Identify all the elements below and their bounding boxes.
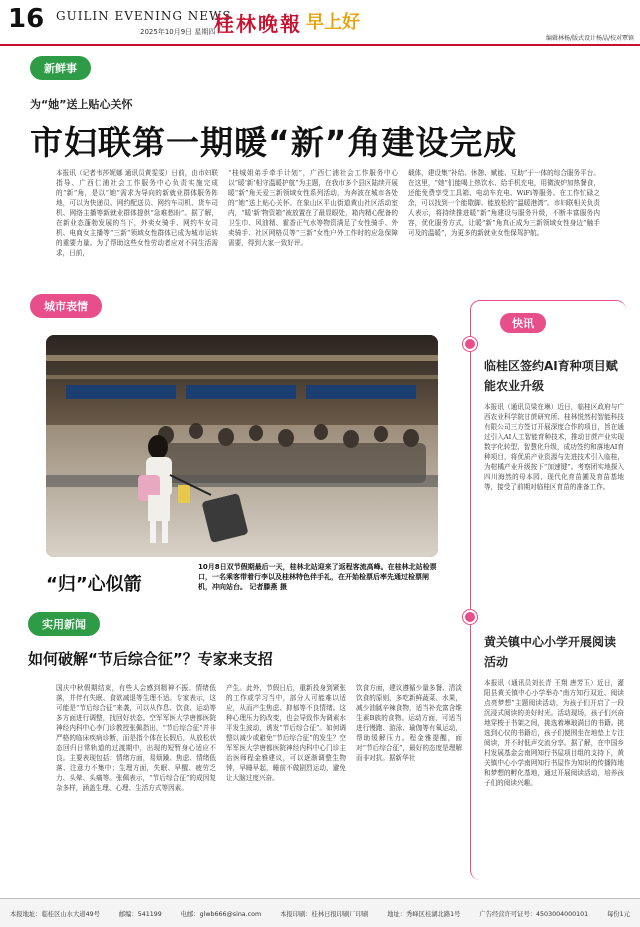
footer-address: 本报地址：临桂区山水大道49号 [10, 910, 100, 918]
paper-title: GUILIN EVENING NEWS [56, 9, 232, 23]
article-headline-health: 如何破解“节后综合征”？专家来支招 [28, 650, 273, 668]
section-tag-brief: 快讯 [500, 313, 546, 333]
article-column-2: “桂城姐弟手牵手计划”，广西仁浦社会工作服务中心以“暖‘新’相守温暖护航”为主题，在我市多个县区陆续开展暖“新”角关爱三新领域女性系列活动，为奔波在城市各处的“她”送上贴心关怀。在象山区平山街道黄山社区活动室内，“暖‘新’物资箱”被放置在了最显眼处，箱内精心配备的卫生巾、风油精、霍香正气水等物资满足了女性骑手、外卖骑手、社区网格员等“三新”女性户外工作时的应急保障需要，得到大家一致好评。 [228, 169, 398, 247]
brief-headline-reading: 黄关镇中心小学开展阅读活动 [484, 635, 617, 669]
brief-headline-ai-breeding: 临桂区签约AI育种项目赋能农业升级 [484, 359, 618, 393]
newspaper-logo: 桂林晚報 [214, 12, 302, 36]
article-column-3: 载体，建设集“补给、休憩、赋能、互助”于一体的综合服务平台。在这里，“她”们能喝上热饮水、给手机充电，用微波炉加热餐食，还能免费享受工具箱、电动车充电、WiFi等服务。在工作忙碌之余，可以找到一个能歇脚、能放松的“温暖港湾”。市妇联相关负责人表示，将持续推进暖“新”角建设与服务升级，不断丰富服务内容，优化服务方式，让暖“新”角真正成为三新领域女性身边“触手可及的温暖”，为更多的新就业女性保驾护航。 [408, 169, 600, 237]
health-article-column-1: 国庆中秋假期结束，有些人会感到精神不振、情绪低落，并伴有失眠、食欲减退等生理不适。专家表示，这可能是“节后综合征”来袭，可以从作息、饮食、运动等多方面进行调整，找回好状态。空军军医大学唐都医院神经内科中心李门诊教授张佩指出，“节后综合征”并非严格的临床疾病诊断，而是指个体在长假后，从放松状态回归日常轨道的过渡期中，出现的短暂身心适应不良。主要表现包括：情绪方面，易烦躁、焦虑、情绪低落、注意力不集中；生理方面，失眠、早醒、疲劳乏力、头晕、头痛等。张佩表示，“节后综合征”的成因复杂多样，涵盖生理、心理、生活方式等因素。 [56, 684, 216, 792]
issue-date: 2025年10月9日 星期四 [140, 28, 216, 36]
page-footer [0, 898, 640, 927]
footer-ad-license: 广告经营许可证号：4503004000101 [479, 910, 589, 918]
article-column-1: 本报讯（记者韦莎妮娜 通讯员黄雯雯）日前，由市妇联指导、广西仁浦社会工作服务中心负责实施完成的“新”角，是以“她”需求为导向的新就业群体服务阵地，可以为快递员、网约配送员、网约车司机、货车司机、网络主播等新就业群体提供“急难愁盼”。据了解，在新业态蓬勃发展的当下，外卖女骑手、网约车女司机、电商女主播等“三新”领域女性群体已成为城市运转的重要力量。为了帮助这些女性劳动者应对不同生活需求，日前， [56, 169, 218, 257]
article-kicker: 为“她”送上贴心关怀 [30, 98, 133, 111]
photo-caption: 10月8日双节假期最后一天，桂林北站迎来了返程客流高峰。在桂林北站检票口，一名乘客带着行李以及桂林特色伴手礼，在开始检票后率先通过检票闸机，冲向站台。 记者滕燕 摄 [198, 563, 437, 591]
brief-body-reading: 本报讯（通讯员刘长青 王翔 唐芳玉）近日，灌阳县黄关镇中心小学举办“南方知行双近、阅读点亮梦想”主题阅读活动，为孩子们开启了一段沉浸式阅读的美好时光。活动现场，孩子们兴奋地穿梭于书架之间，挑选着琳琅满目的书籍。挑选到心仪的书籍后，孩子们便围坐在地垫上专注阅读，并不时低声交流分享。据了解，在中国乡村发展基金会南网知行书屋项目组的支持下，黄关镇中心小学南网知行书屋作为知识的传播阵地和梦想的孵化基地，通过开展阅读活动，培养孩子们的阅读兴趣。 [484, 679, 624, 787]
page-number: 16 [8, 4, 45, 34]
footer-price: 每份1元 [607, 910, 630, 918]
footer-postal: 邮编：541199 [118, 910, 162, 918]
station-photo [46, 335, 438, 557]
section-tag-city: 城市表情 [30, 294, 102, 318]
sidebar-ornament-top [463, 337, 477, 351]
section-logo: 早上好 [306, 12, 360, 33]
masthead [0, 0, 640, 46]
section-tag-news: 新鲜事 [30, 56, 91, 80]
health-article-column-3: 饮食方面，建议遵循少量多餐、清淡饮食的原则，多吃新鲜蔬菜、水果，减少油腻辛辣食物，适当补充富含维生素B族的食物。运动方面，可适当进行慢跑、游泳、瑜伽等有氧运动，帮助缓解压力。程金雅提醒，面对“节后综合征”，最好的态度是理解而非对抗。据新华社 [356, 684, 462, 762]
station-photo-image [46, 335, 438, 557]
footer-printer-address: 地址：秀峰区桂湖北路1号 [387, 910, 461, 918]
footer-printer: 本报印刷：桂林日报印刷厂印刷 [280, 910, 369, 918]
section-tag-practical: 实用新闻 [28, 612, 100, 636]
sidebar-ornament-middle [463, 610, 477, 624]
photo-title: “归”心似箭 [46, 574, 142, 595]
editor-credit: 编辑林杨/版式设计杨晶/校对覃镇 [545, 35, 634, 42]
health-article-column-2: 产生。此外，节假日后，重新投身到紧张的工作或学习当中，部分人可能难以适应，从而产生焦虑、抑郁等不良情绪。这种心理压力的改变，也会导致作为调素水平发生波动，诱发“节后综合征”。如何调整以减少或避免“节后综合征”的发生？空军军医大学唐都医院神经内科中心门诊主治医师程金雅建议，可以逐渐调整生物钟，早睡早起，睡前不做剧烈运动，避免让大脑过度兴奋。 [226, 684, 346, 782]
brief-body-ai-breeding: 本报讯（通讯员梁在琳）近日，临桂区政府与广西农业科学院甘蔗研究所、桂林悦然村智能科技有限公司三方签订开展深度合作的项目，旨在通过引入AI人工智能育种技术，推动甘蔗产业实现数字化转型、智慧化升级，成功签约和落地AI育种项目，将优质产业资源与先进技术引入临桂，为柑橘产业升级按下“加速键”。考察团实地探入四川海然的母本园、现代化育苗圃及育苗基地等，接受了前期对临桂区育苗的准备工作。 [484, 403, 624, 491]
article-headline: 市妇联第一期暖“新”角建设完成 [30, 123, 518, 162]
footer-email: 电邮：glwb666@sina.com [180, 910, 262, 918]
